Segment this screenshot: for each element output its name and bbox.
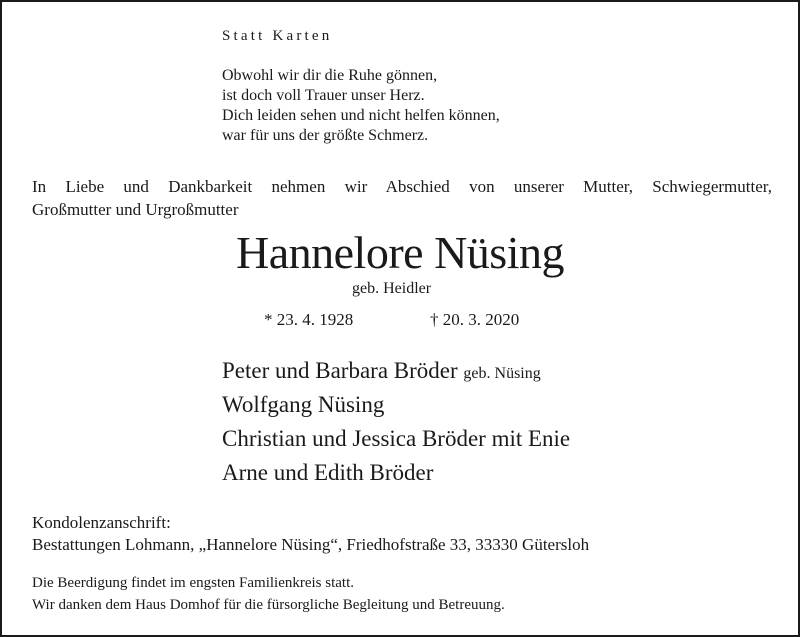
mourner-name: Arne und Edith Bröder (222, 460, 434, 485)
birth-name: geb. Heidler (352, 280, 432, 297)
mourner-note: geb. Nüsing (463, 365, 541, 382)
intro-line: Großmutter und Urgroßmutter (32, 200, 239, 219)
mourner-name: Peter und Barbara Bröder (222, 358, 458, 383)
mourner-name: Christian und Jessica Bröder mit Enie (222, 426, 571, 451)
condolence-address: Bestattungen Lohmann, „Hannelore Nüsing“, Friedhofstraße 33, 33330 Gütersloh (32, 535, 590, 554)
poem-line: Dich leiden sehen und nicht helfen können, (222, 107, 500, 124)
poem-line: war für uns der größte Schmerz. (222, 127, 429, 144)
deceased-name: Hannelore Nüsing (236, 227, 564, 278)
poem-line: Obwohl wir dir die Ruhe gönnen, (222, 67, 438, 84)
mourner-entry (222, 422, 570, 456)
mourner-entry (222, 456, 570, 490)
mourners-list (222, 354, 570, 490)
poem (222, 66, 500, 146)
death-date: † 20. 3. 2020 (430, 310, 520, 329)
poem-line: ist doch voll Trauer unser Herz. (222, 87, 425, 104)
condolence-address-block (32, 512, 589, 556)
notice-header: Statt Karten (222, 28, 333, 44)
intro-line: In Liebe und Dankbarkeit nehmen wir Abschied von unserer Mutter, Schwiegermutter, (32, 177, 772, 196)
mourner-entry (222, 354, 570, 388)
condolence-label: Kondolenzanschrift: (32, 513, 171, 532)
mourner-entry (222, 388, 570, 422)
intro-text (32, 175, 772, 221)
mourner-name: Wolfgang Nüsing (222, 392, 385, 417)
footer-line: Wir danken dem Haus Domhof für die fürsorgliche Begleitung und Betreuung. (32, 597, 505, 613)
footer-notes (32, 572, 505, 616)
footer-line: Die Beerdigung findet im engsten Familienkreis statt. (32, 575, 355, 591)
birth-date: * 23. 4. 1928 (264, 310, 354, 329)
